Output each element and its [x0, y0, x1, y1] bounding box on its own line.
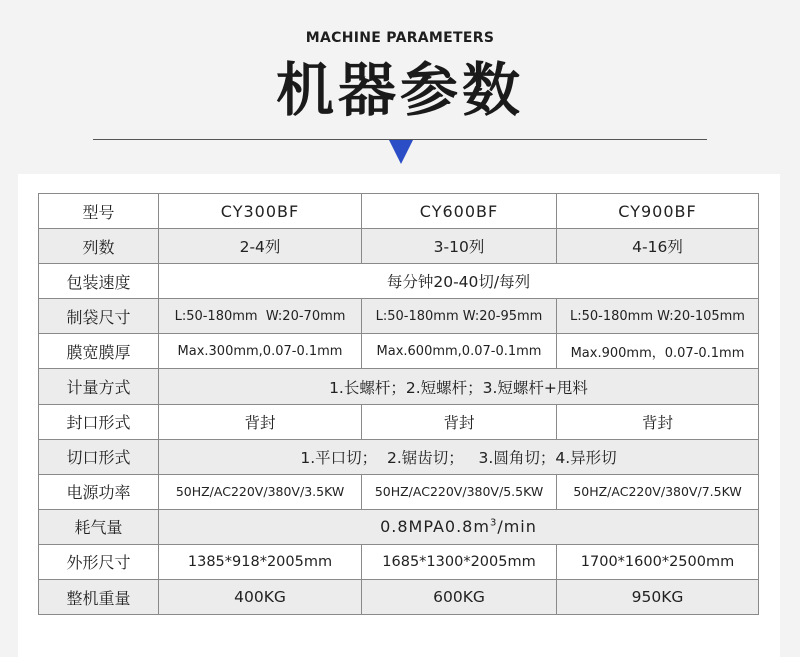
value-cell: Max.300mm,0.07-0.1mm	[159, 334, 362, 369]
value-cell: 4-16列	[557, 229, 759, 264]
model-cell: CY600BF	[362, 194, 557, 229]
row-label-dimensions: 外形尺寸	[39, 544, 159, 579]
row-label-power: 电源功率	[39, 474, 159, 509]
model-cell: CY300BF	[159, 194, 362, 229]
value-cell	[159, 509, 759, 544]
air-value-superscript: 3	[489, 518, 498, 530]
value-cell: 背封	[362, 404, 557, 439]
parameters-table	[38, 193, 759, 615]
table-row	[39, 369, 759, 404]
value-cell: 950KG	[557, 580, 759, 615]
row-label-bag-size: 制袋尺寸	[39, 299, 159, 334]
value-cell: 背封	[159, 404, 362, 439]
table-row	[39, 264, 759, 299]
value-cell: 1700*1600*2500mm	[557, 544, 759, 579]
value-cell: L:50-180mm W:20-70mm	[159, 299, 362, 334]
value-cell: 背封	[557, 404, 759, 439]
value-cell: L:50-180mm W:20-105mm	[557, 299, 759, 334]
value-cell: 3-10列	[362, 229, 557, 264]
row-label-film: 膜宽膜厚	[39, 334, 159, 369]
value-cell: 每分钟20-40切/每列	[159, 264, 759, 299]
triangle-down-icon	[389, 140, 413, 164]
value-cell: 1.平口切； 2.锯齿切； 3.圆角切；4.异形切	[159, 439, 759, 474]
row-label-cutting: 切口形式	[39, 439, 159, 474]
value-cell: 50HZ/AC220V/380V/7.5KW	[557, 474, 759, 509]
value-cell: Max.900mm，0.07-0.1mm	[557, 334, 759, 369]
value-cell: L:50-180mm W:20-95mm	[362, 299, 557, 334]
row-label-air: 耗气量	[39, 509, 159, 544]
air-value-tail: /min	[497, 517, 537, 537]
value-cell: 600KG	[362, 580, 557, 615]
value-cell: 2-4列	[159, 229, 362, 264]
value-cell: Max.600mm,0.07-0.1mm	[362, 334, 557, 369]
row-label-sealing: 封口形式	[39, 404, 159, 439]
table-row	[39, 474, 759, 509]
value-cell: 1385*918*2005mm	[159, 544, 362, 579]
table-row	[39, 334, 759, 369]
value-cell: 50HZ/AC220V/380V/5.5KW	[362, 474, 557, 509]
row-label-metering: 计量方式	[39, 369, 159, 404]
table-row	[39, 439, 759, 474]
row-label-columns: 列数	[39, 229, 159, 264]
model-cell: CY900BF	[557, 194, 759, 229]
value-cell: 1.长螺杆；2.短螺杆；3.短螺杆+甩料	[159, 369, 759, 404]
table-row	[39, 404, 759, 439]
value-cell: 400KG	[159, 580, 362, 615]
table-row	[39, 544, 759, 579]
section-subtitle: MACHINE PARAMETERS	[305, 30, 495, 46]
value-cell: 50HZ/AC220V/380V/3.5KW	[159, 474, 362, 509]
row-label-weight: 整机重量	[39, 580, 159, 615]
row-label-model: 型号	[39, 194, 159, 229]
row-label-speed: 包装速度	[39, 264, 159, 299]
air-value-main: 0.8MPA0.8m	[380, 517, 490, 537]
page-title: 机器参数	[275, 56, 524, 124]
table-row	[39, 509, 759, 544]
table-row	[39, 194, 759, 229]
table-row	[39, 299, 759, 334]
table-row	[39, 229, 759, 264]
value-cell: 1685*1300*2005mm	[362, 544, 557, 579]
table-row	[39, 580, 759, 615]
